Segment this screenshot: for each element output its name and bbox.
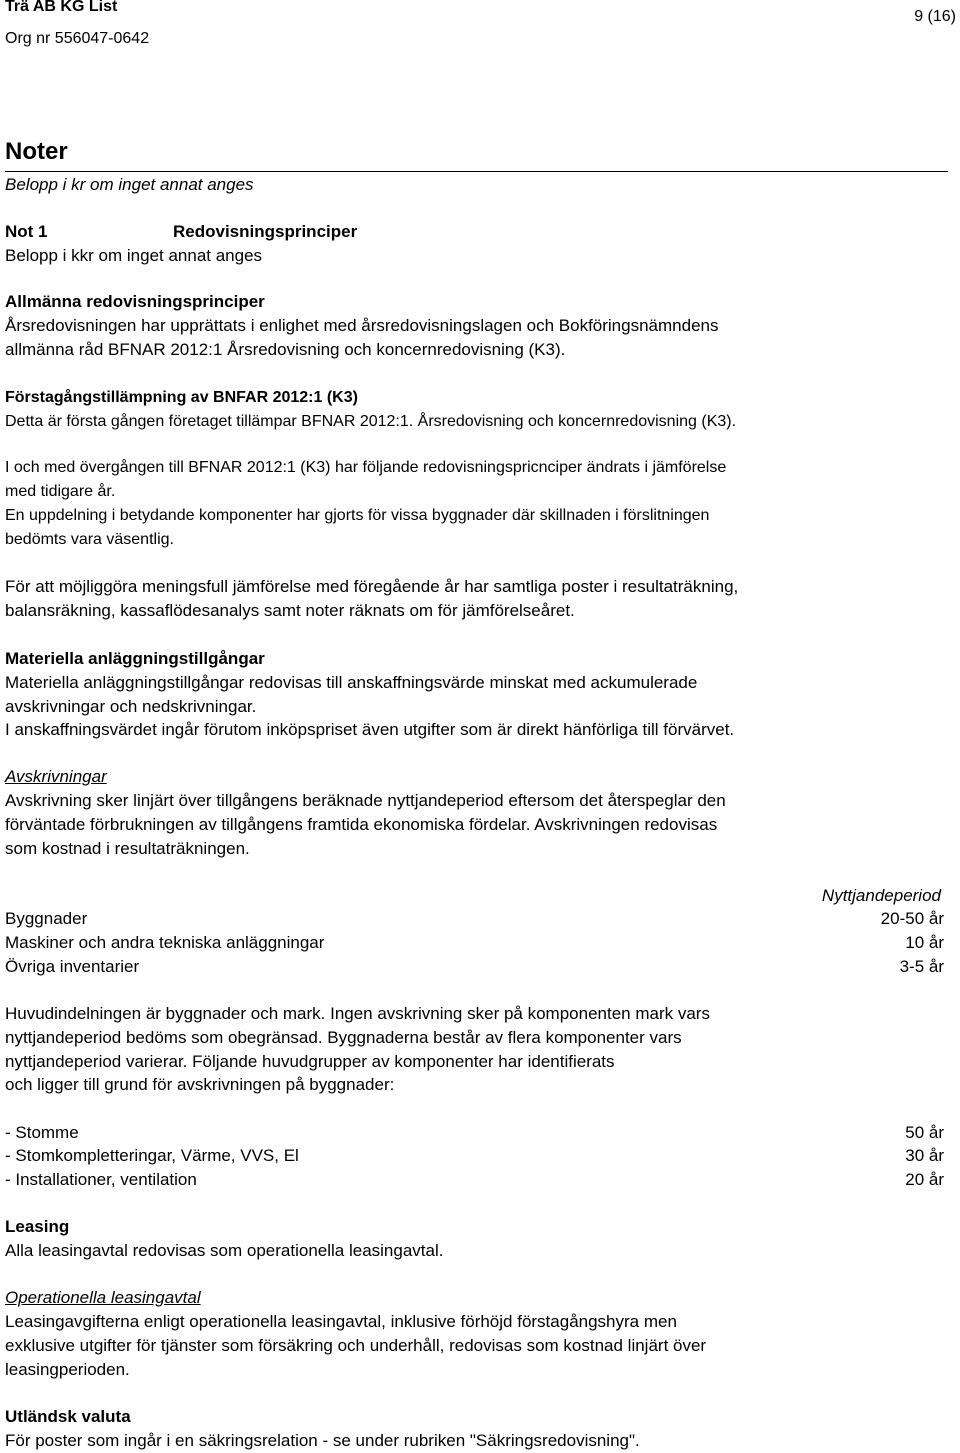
paragraph-line: förväntade förbrukningen av tillgångens framtida ekonomiska fördelar. Avskrivningen redovisas (5, 815, 718, 834)
asset-row-value: 3-5 år (899, 957, 944, 976)
section-heading-tangible-assets: Materiella anläggningstillgångar (5, 649, 265, 668)
paragraph-line: En uppdelning i betydande komponenter har gjorts för vissa byggnader där skillnaden i förslitningen (5, 507, 710, 524)
paragraph-line: och ligger till grund för avskrivningen på byggnader: (5, 1075, 395, 1094)
paragraph-line: Leasingavgifterna enligt operationella leasingavtal, inklusive förhöjd förstagångshyra men (5, 1312, 677, 1331)
paragraph-line: För poster som ingår i en säkringsrelation - se under rubriken "Säkringsredovisning". (5, 1431, 640, 1450)
company-name: Trä AB KG List (5, 0, 118, 15)
section-heading-first-time: Förstagångstillämpning av BNFAR 2012:1 (K3) (5, 389, 358, 406)
note-unit: Belopp i kkr om inget annat anges (5, 246, 263, 265)
component-row-value: 20 år (905, 1170, 944, 1189)
component-row-label: - Stomkompletteringar, Värme, VVS, El (5, 1146, 299, 1165)
paragraph-line: med tidigare år. (5, 483, 116, 500)
paragraph-line: Detta är första gången företaget tillämpar BFNAR 2012:1. Årsredovisning och koncernredovisning (K3). (5, 413, 737, 430)
asset-row-value: 10 år (905, 933, 944, 952)
asset-row-label: Byggnader (5, 909, 88, 928)
page-number: 9 (16) (914, 8, 956, 25)
component-row-label: - Installationer, ventilation (5, 1170, 197, 1189)
paragraph-line: bedömts vara väsentlig. (5, 531, 174, 548)
section-heading-foreign-currency: Utländsk valuta (5, 1407, 131, 1426)
component-row-label: - Stomme (5, 1123, 79, 1142)
paragraph-line: allmänna råd BFNAR 2012:1 Årsredovisning och koncernredovisning (K3). (5, 340, 566, 359)
asset-row-label: Maskiner och andra tekniska anläggningar (5, 933, 325, 952)
asset-row-value: 20-50 år (880, 909, 944, 928)
paragraph-line: Alla leasingavtal redovisas som operationella leasingavtal. (5, 1241, 444, 1260)
note-title: Redovisningsprinciper (173, 222, 358, 241)
paragraph-line: Avskrivning sker linjärt över tillgångens beräknade nyttjandeperiod eftersom det återspeglar den (5, 791, 726, 810)
org-number: Org nr 556047-0642 (5, 30, 150, 47)
paragraph-line: nyttjandeperiod varierar. Följande huvudgrupper av komponenter har identifierats (5, 1052, 615, 1071)
paragraph-line: exklusive utgifter för tjänster som försäkring och underhåll, redovisas som kostnad linjärt över (5, 1336, 707, 1355)
paragraph-line: leasingperioden. (5, 1360, 130, 1379)
note-number: Not 1 (5, 222, 48, 241)
paragraph-line: Materiella anläggningstillgångar redovisas till anskaffningsvärde minskat med ackumulerade (5, 673, 698, 692)
paragraph-line: nyttjandeperiod bedöms som obegränsad. Byggnaderna består av flera komponenter vars (5, 1028, 682, 1047)
useful-life-header: Nyttjandeperiod (821, 886, 941, 905)
component-row-value: 50 år (905, 1123, 944, 1142)
section-heading-leasing: Leasing (5, 1217, 70, 1236)
paragraph-line: Huvudindelningen är byggnader och mark. Ingen avskrivning sker på komponenten mark vars (5, 1004, 710, 1023)
paragraph-line: I anskaffningsvärdet ingår förutom inköpspriset även utgifter som är direkt hänförliga till förvärvet. (5, 720, 735, 739)
paragraph-line: För att möjliggöra meningsfull jämförelse med föregående år har samtliga poster i resultaträkning, (5, 577, 739, 596)
section-heading-general: Allmänna redovisningsprinciper (5, 292, 265, 311)
notes-subtitle: Belopp i kr om inget annat anges (5, 175, 254, 194)
paragraph-line: som kostnad i resultaträkningen. (5, 839, 250, 858)
section-heading-operating-leases: Operationella leasingavtal (5, 1288, 201, 1307)
paragraph-line: I och med övergången till BFNAR 2012:1 (K3) har följande redovisningspricnciper ändrats i jämförelse (5, 459, 727, 476)
paragraph-line: Årsredovisningen har upprättats i enlighet med årsredovisningslagen och Bokföringsnämndens (5, 316, 719, 335)
paragraph-line: avskrivningar och nedskrivningar. (5, 697, 257, 716)
notes-title: Noter (5, 138, 68, 165)
asset-row-label: Övriga inventarier (5, 957, 140, 976)
component-row-value: 30 år (905, 1146, 944, 1165)
paragraph-line: balansräkning, kassaflödesanalys samt noter räknats om för jämförelseåret. (5, 601, 575, 620)
section-heading-depreciation: Avskrivningar (5, 767, 107, 786)
title-rule (5, 171, 948, 172)
